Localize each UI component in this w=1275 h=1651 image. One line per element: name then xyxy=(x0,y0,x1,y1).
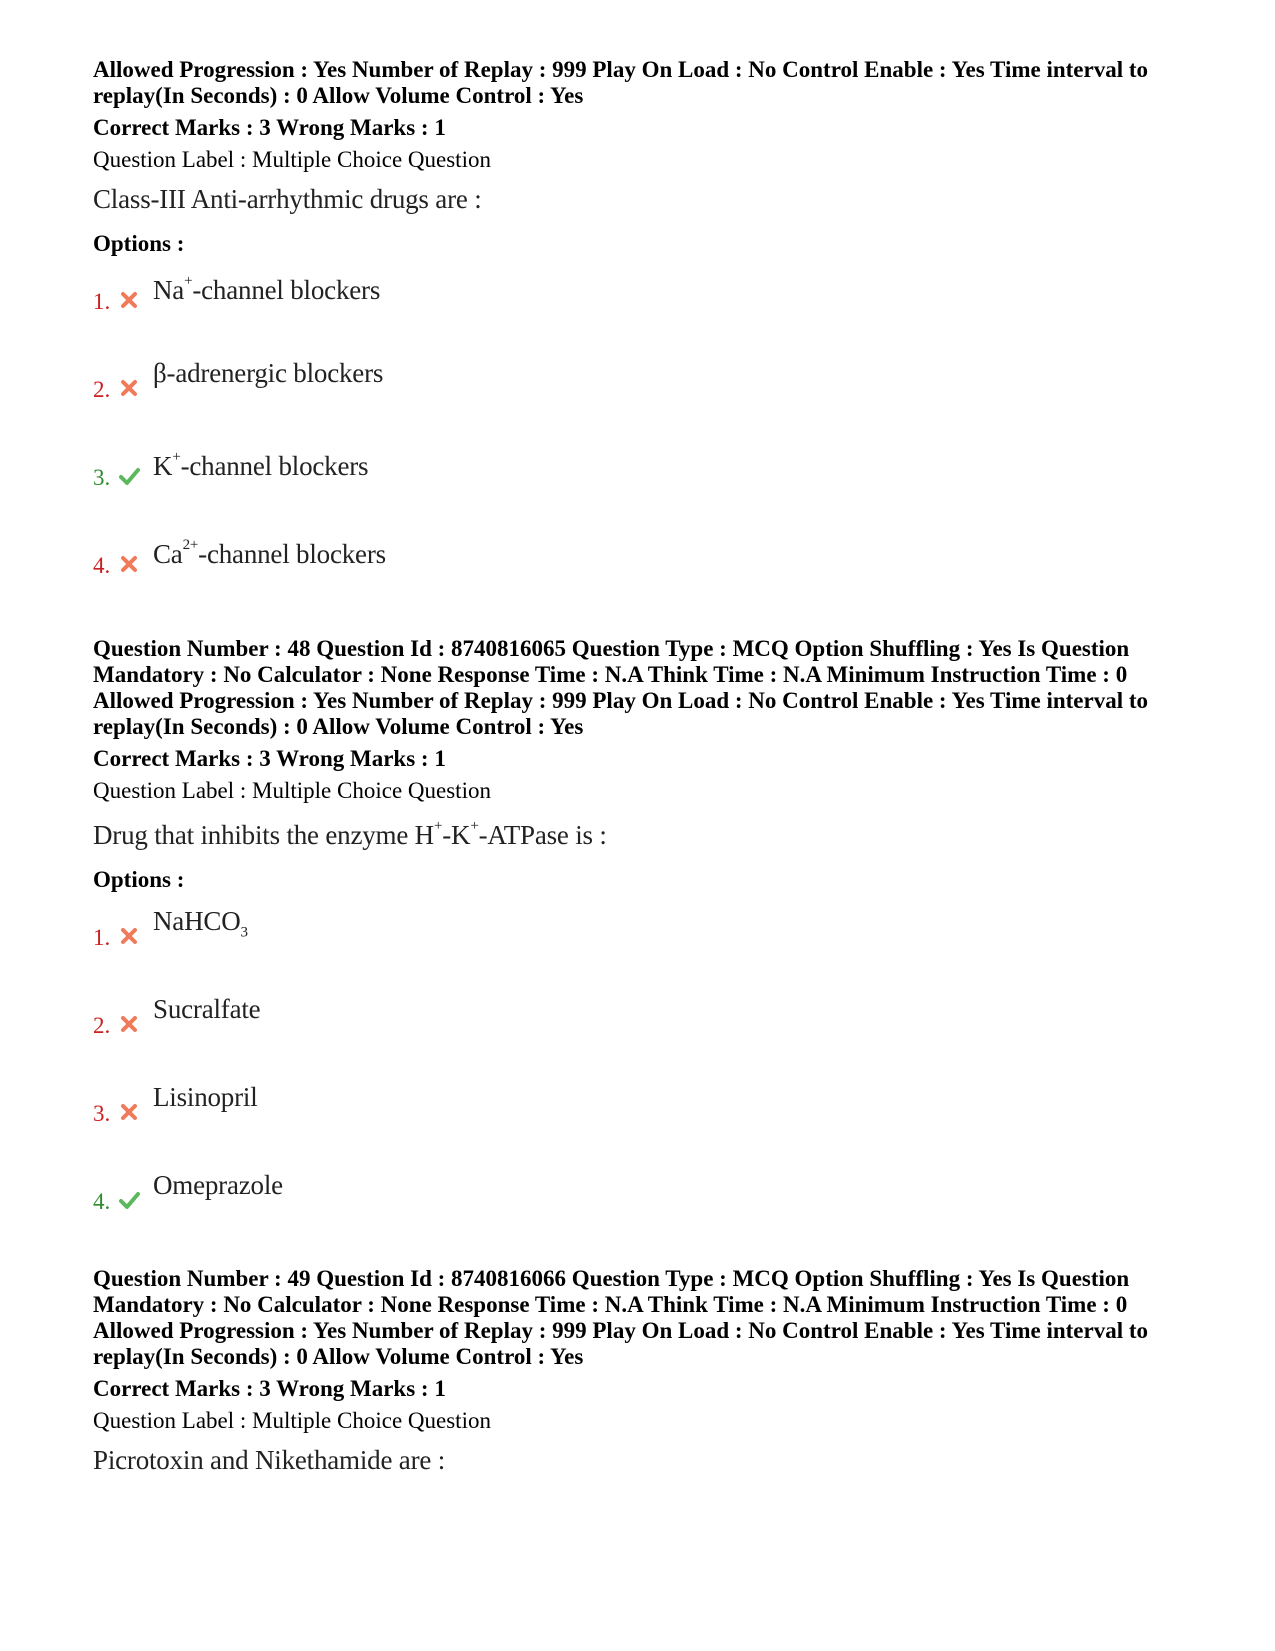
question-block-49 xyxy=(93,1266,1203,1476)
option-item xyxy=(93,533,1203,621)
question-block-47 xyxy=(93,57,1203,621)
question-text: Class-III Anti-arrhythmic drugs are : xyxy=(93,184,482,214)
option-number: 3. xyxy=(93,1101,111,1126)
question-marks: Correct Marks : 3 Wrong Marks : 1 xyxy=(93,115,446,140)
option-number: 4. xyxy=(93,553,111,578)
option-item xyxy=(93,269,1203,357)
option-text: Sucralfate xyxy=(153,994,261,1024)
question-label: Question Label : Multiple Choice Question xyxy=(93,147,491,172)
question-marks: Correct Marks : 3 Wrong Marks : 1 xyxy=(93,746,446,771)
option-text: K+-channel blockers xyxy=(153,449,369,481)
question-text: Drug that inhibits the enzyme H+-K+-ATPase is : xyxy=(93,818,607,850)
cross-icon xyxy=(118,925,140,947)
question-block-48 xyxy=(93,636,1203,1257)
option-number: 4. xyxy=(93,1189,111,1214)
options-title: Options : xyxy=(93,231,185,256)
option-item xyxy=(93,905,1203,993)
option-text: NaHCO$_3$ xyxy=(153,906,248,941)
option-number: 1. xyxy=(93,289,111,314)
options-list xyxy=(93,905,1203,1257)
question-label: Question Label : Multiple Choice Question xyxy=(93,1408,491,1433)
question-label: Question Label : Multiple Choice Question xyxy=(93,778,491,803)
option-item xyxy=(93,1169,1203,1257)
option-text: Lisinopril xyxy=(153,1082,258,1112)
option-number: 1. xyxy=(93,925,111,950)
option-text: β-adrenergic blockers xyxy=(153,358,384,388)
option-text: Na+-channel blockers xyxy=(153,273,381,305)
option-item xyxy=(93,445,1203,533)
options-title: Options : xyxy=(93,867,185,892)
cross-icon xyxy=(118,289,140,311)
option-text: Omeprazole xyxy=(153,1170,283,1200)
question-text: Picrotoxin and Nikethamide are : xyxy=(93,1445,445,1475)
option-text: $Ca^{2+}$-channel blockers xyxy=(153,537,386,569)
check-icon xyxy=(118,465,140,487)
option-item xyxy=(93,1081,1203,1169)
cross-icon xyxy=(118,377,140,399)
cross-icon xyxy=(118,553,140,575)
question-meta: Allowed Progression : Yes Number of Replay : 999 Play On Load : No Control Enable : Yes Time interval to replay(In Seconds) : 0 Allow Volume Control : Yes xyxy=(93,57,1149,108)
option-number: 2. xyxy=(93,377,111,402)
question-meta: Question Number : 48 Question Id : 8740816065 Question Type : MCQ Option Shuffling : Yes Is Question Mandatory : No Calculator : None Response Time : N.A Think Time : N.A Minimum Instruction Time : 0 Allowed Progression : Yes Number of Replay : 999 Play On Load : No Control Enable : Yes Time interval to replay(In Seconds) : 0 Allow Volume Control : Yes xyxy=(93,636,1149,739)
options-list xyxy=(93,269,1203,621)
option-item xyxy=(93,357,1203,445)
cross-icon xyxy=(118,1101,140,1123)
check-icon xyxy=(118,1189,140,1211)
option-number: 3. xyxy=(93,465,111,490)
question-marks: Correct Marks : 3 Wrong Marks : 1 xyxy=(93,1376,446,1401)
option-number: 2. xyxy=(93,1013,111,1038)
question-meta: Question Number : 49 Question Id : 8740816066 Question Type : MCQ Option Shuffling : Yes Is Question Mandatory : No Calculator : None Response Time : N.A Think Time : N.A Minimum Instruction Time : 0 Allowed Progression : Yes Number of Replay : 999 Play On Load : No Control Enable : Yes Time interval to replay(In Seconds) : 0 Allow Volume Control : Yes xyxy=(93,1266,1149,1369)
cross-icon xyxy=(118,1013,140,1035)
option-item xyxy=(93,993,1203,1081)
